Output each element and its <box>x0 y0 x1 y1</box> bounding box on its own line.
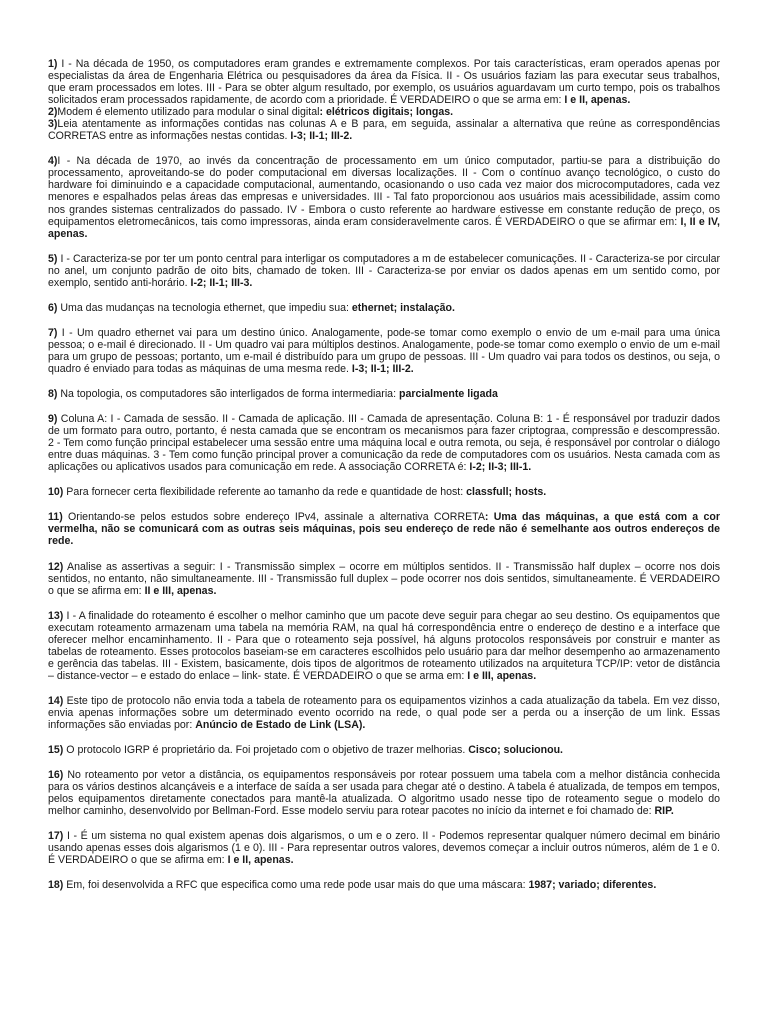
question-18 <box>48 879 720 891</box>
question-text: I - Caracteriza-se por ter um ponto central para interligar os computadores a m de estabelecer comunicações. II - Caracteriza-se por circular no anel, um conjunto padrão de oito bits, chamado de token. III - Caracteriza-se por enviar os dados apenas em um sentido como, por exemplo, sentido anti-horário. <box>48 252 720 289</box>
question-number: 10) <box>48 486 64 499</box>
question-9 <box>48 413 720 473</box>
question-number: 14) <box>48 694 64 707</box>
question-text: Em, foi desenvolvida a RFC que especifica como uma rede pode usar mais do que uma máscara: <box>63 879 529 892</box>
question-answer: : elétricos digitais; longas. <box>319 106 454 119</box>
question-answer: I-3; II-1; III-2. <box>290 130 353 143</box>
question-13 <box>48 610 720 682</box>
question-number: 18) <box>48 879 64 892</box>
question-text: No roteamento por vetor a distância, os equipamentos responsáveis por rotear possuem uma tabela com a melhor distância conhecida para os vários destinos alcançáveis e a interface de saída a ser usada para chegar até o destino. A tabela é atualizada, de tempos em tempos, pelos equipamentos diretamente conectados para mantê-la atualizada. O algoritmo usado nesse tipo de roteamento segue o modelo do melhor caminho, desenvolvido por Bellman-Ford. Esse modelo serviu para rotear pacotes no início da internet e foi chamado de: <box>48 769 720 818</box>
question-number: 4) <box>48 155 58 168</box>
question-11 <box>48 511 720 547</box>
question-12 <box>48 561 720 597</box>
question-text: Leia atentamente as informações contidas nas colunas A e B para, em seguida, assinalar a alternativa que reúne as correspondências CORRETAS entre as informações nestas contidas. <box>48 118 720 143</box>
question-4 <box>48 155 720 239</box>
question-answer: I e II, apenas. <box>564 94 631 107</box>
question-10 <box>48 486 720 498</box>
question-answer: Anúncio de Estado de Link (LSA). <box>195 719 366 732</box>
question-text: I - Na década de 1970, ao invés da concentração de processamento em um único computador, partiu-se para a distribuição do processamento, aproveitando-se do poder computacional em diversas localizações. II - Com o contínuo avanço tecnológico, o custo do hardware foi diminuindo e a capacidade computacional, aumentando, ocasionando o uso cada vez maior dos microcomputadores, cada vez menores e espalhados pelas áreas das empresas e universidades. III - Tal fato proporcionou aos usuários mais acessibilidade, assim como nos grandes sistemas centralizados do passado. IV - Embora o custo referente ao hardware estivesse em constante redução de preço, os equipamentos eletromecânicos, tais como impressoras, ainda eram consideravelmente caros. É VERDADEIRO o que se afirmar em: <box>48 155 720 228</box>
question-number: 5) <box>48 252 58 265</box>
question-answer: : Uma das máquinas, a que está com a cor vermelha, não se comunicará com as outras seis máquinas, pois seu endereço de rede não é semelhante aos outros endereços de rede. <box>48 511 720 548</box>
question-7 <box>48 327 720 375</box>
question-text: Modem é elemento utilizado para modular o sinal digital <box>57 106 320 119</box>
question-answer: I-3; II-1; III-2. <box>351 362 414 375</box>
question-number: 17) <box>48 830 64 843</box>
question-number: 8) <box>48 388 58 401</box>
question-text: I - É um sistema no qual existem apenas dois algarismos, o um e o zero. II - Podemos representar qualquer número decimal em binário usando apenas esses dois algarismos (1 e 0). III - Para representar outros valores, devemos começar a incluir outros números, além de 1 e 0. É VERDADEIRO o que se afirma em: <box>48 830 720 867</box>
question-number: 11) <box>48 511 63 524</box>
question-text: Analise as assertivas a seguir: I - Transmissão simplex – ocorre em múltiplos sentidos. II - Transmissão half duplex – ocorre nos dois sentidos, no entanto, não simultaneamente. III - Transmissão full duplex – pode ocorrer nos dois sentidos, simultaneamente. É VERDADEIRO o que se afirma em: <box>48 560 720 597</box>
question-3 <box>48 118 720 142</box>
question-text: Uma das mudanças na tecnologia ethernet, que impediu sua: <box>57 301 352 314</box>
question-number: 7) <box>48 326 58 339</box>
question-answer: RIP. <box>654 805 674 818</box>
question-15 <box>48 744 720 756</box>
question-text: I - A finalidade do roteamento é escolher o melhor caminho que um pacote deve seguir para chegar ao seu destino. Os equipamentos que executam roteamento armazenam uma tabela na memória RAM, na qual há correspondência entre o endereço de destino e a interface que oferecer melhor encaminhamento. II - Para que o roteamento seja possível, há alguns protocolos responsáveis por construir e manter as tabelas de roteamento. Esses protocolos baseiam-se em caracteres escolhidos pelo usuário para dar melhor desempenho ao armazenamento e gerência das tabelas. III - Existem, basicamente, dois tipos de algoritmos de roteamento utilizados na arquitetura TCP/IP: vetor de distância – distance-vector – e estado do enlace – link- state. É VERDADEIRO o que se arma em: <box>48 609 720 682</box>
question-text: Orientando-se pelos estudos sobre endereço IPv4, assinale a alternativa CORRETA <box>62 511 485 524</box>
question-8 <box>48 388 720 400</box>
question-text: Na topologia, os computadores são interligados de forma intermediaria: <box>57 388 399 401</box>
question-answer: 1987; variado; diferentes. <box>528 879 657 892</box>
question-answer: I-2; II-3; III-1. <box>469 461 532 474</box>
question-text: Para fornecer certa flexibilidade referente ao tamanho da rede e quantidade de host: <box>63 486 467 499</box>
question-14 <box>48 695 720 731</box>
question-text: I - Um quadro ethernet vai para um destino único. Analogamente, pode-se tomar como exemplo o envio de um e-mail para uma única pessoa; o e-mail é direcionado. II - Um quadro vai para múltiplos destinos. Analogamente, pode-se tomar como exemplo o envio de um e-mail para um grupo de pessoas; portanto, um e-mail é distribuído para um grupo de pessoas. III - Um quadro vai para todos os destinos, ou seja, o quadro é enviado para todas as máquinas de uma mesma rede. <box>48 326 720 375</box>
question-number: 9) <box>48 413 58 426</box>
question-2 <box>48 106 720 118</box>
question-answer: I-2; II-1; III-3. <box>190 276 253 289</box>
question-number: 12) <box>48 560 64 573</box>
question-answer: Cisco; solucionou. <box>468 744 563 757</box>
question-text: O protocolo IGRP é proprietário da. Foi projetado com o objetivo de trazer melhorias. <box>63 744 469 757</box>
question-answer: II e III, apenas. <box>144 584 217 597</box>
question-number: 15) <box>48 744 64 757</box>
question-answer: parcialmente ligada <box>398 388 498 401</box>
question-number: 16) <box>48 769 64 782</box>
question-answer: I, II e IV, apenas. <box>48 215 720 240</box>
question-number: 6) <box>48 301 58 314</box>
question-text: Coluna A: I - Camada de sessão. II - Camada de aplicação. III - Camada de apresentação. Coluna B: 1 - É responsável por traduzir dados de um formato para outro, portanto, é nesta camada que se encontram os mecanismos para fazer criptograa, compressão e descompressão. 2 - Tem como função principal estabelecer uma sessão entre uma máquina local e outra remota, ou seja, é responsável por controlar o diálogo entre duas máquinas. 3 - Tem como função principal prover a comunicação da rede de computadores com os usuários. Nesta camada com as aplicações ou aplicativos usados para comunicação em rede. A associação CORRETA é: <box>48 413 720 474</box>
question-answer: I e II, apenas. <box>227 854 294 867</box>
question-text: I - Na década de 1950, os computadores eram grandes e extremamente complexos. Por tais características, eram operados apenas por especialistas da área de Engenharia Elétrica ou pesquisadores da área da Física. II - Os usuários faziam las para executar seus trabalhos, que eram processados em lotes. III - Para se obter algum resultado, por exemplo, os usuários aguardavam um curto tempo, pois os trabalhos solicitados eram processados rapidamente, de acordo com a prioridade. É VERDADEIRO o que se arma em: <box>48 58 720 107</box>
question-5 <box>48 253 720 289</box>
question-answer: classfull; hosts. <box>466 486 547 499</box>
question-number: 2) <box>48 106 58 119</box>
question-16 <box>48 769 720 817</box>
question-answer: ethernet; instalação. <box>351 301 455 314</box>
question-1 <box>48 58 720 106</box>
question-answer: I e III, apenas. <box>467 669 537 682</box>
question-text: Este tipo de protocolo não envia toda a tabela de roteamento para os equipamentos vizinhos a cada atualização da tabela. Em vez disso, envia apenas informações sobre um determinado evento ocorrido na rede, o qual pode ser a perda ou a inserção de um link. Essas informações são enviadas por: <box>48 694 720 732</box>
question-number: 13) <box>48 609 64 622</box>
question-number: 1) <box>48 58 58 70</box>
question-6 <box>48 302 720 314</box>
question-number: 3) <box>48 118 58 131</box>
question-17 <box>48 830 720 866</box>
